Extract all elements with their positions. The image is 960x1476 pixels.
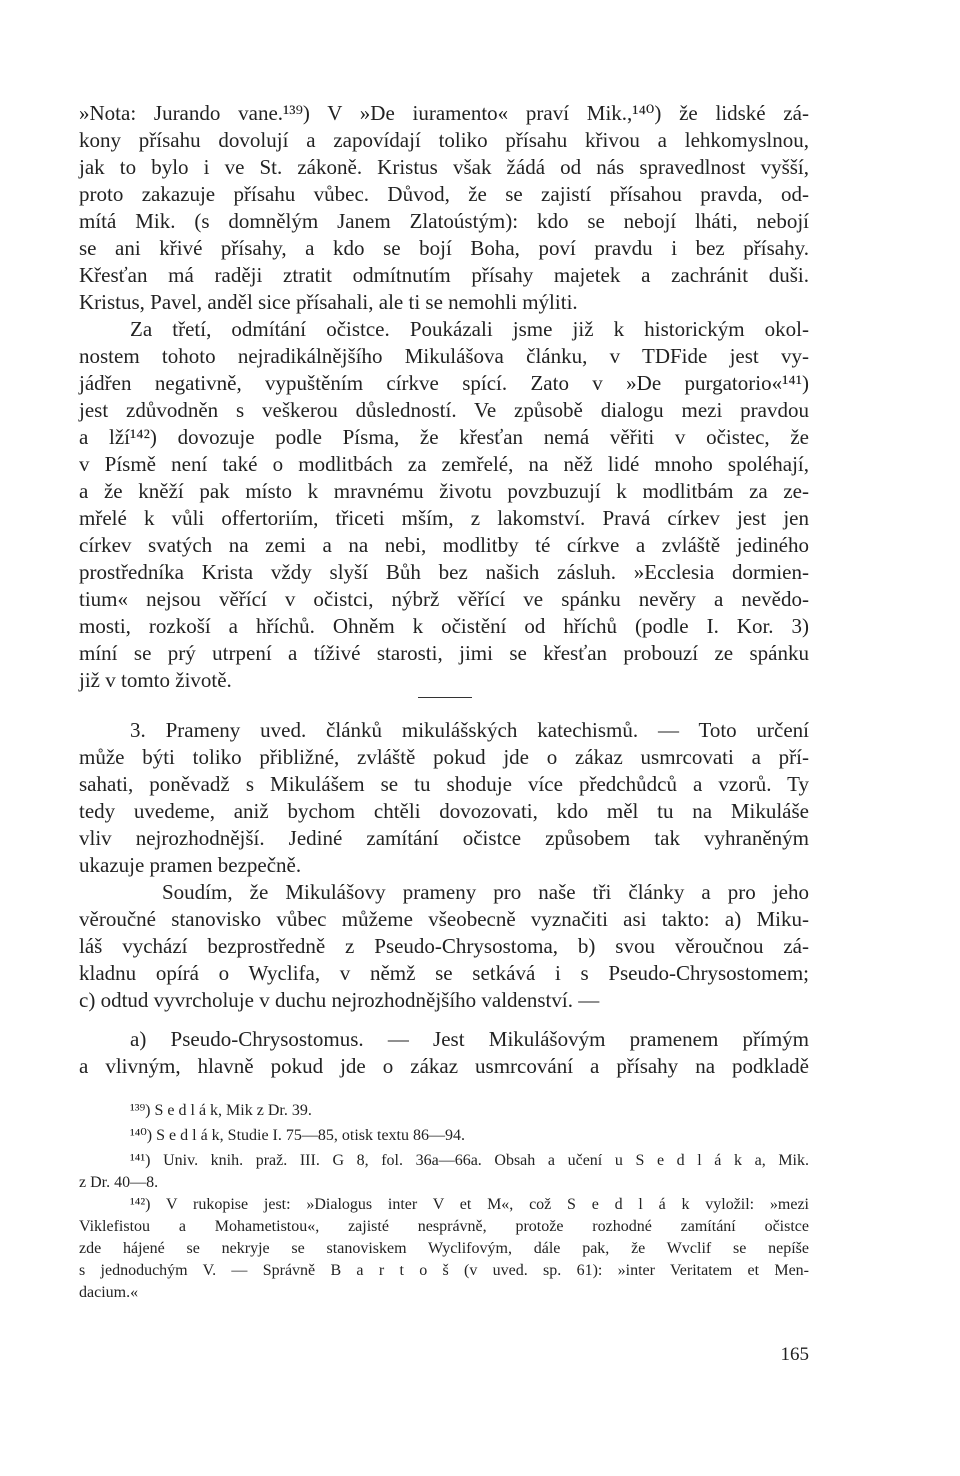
- text-line: míní se prý utrpení a tíživé starosti, jimi se křesťan probouzí ze spánku: [79, 641, 809, 665]
- footnote-line: z Dr. 40—8.: [79, 1174, 159, 1191]
- text-line: mřelé k vůli offertoriím, třiceti mším, z lakomství. Pravá církev jest jen: [79, 506, 809, 530]
- text-line: kladnu opírá o Wyclifa, v němž se setkává i s Pseudo-Chrysostomem;: [79, 961, 809, 985]
- text-line: vliv nejrozhodnější. Jediné zamítání očistce způsobem tak vyhraněným: [79, 826, 809, 850]
- text-line: v Písmě není také o modlitbách za zemřelé, na něž lidé mnoho spoléhají,: [79, 452, 809, 476]
- text-line: 3. Prameny uved. článků mikulášských katechismů. — Toto určení: [130, 718, 809, 742]
- text-line: jak to bylo i ve St. zákoně. Kristus však žádá od nás spravedlnost vyšší,: [79, 155, 809, 179]
- footnote-line: s jednoduchým V. — Správně B a r t o š (v uved. sp. 61): »inter Veritatem et Men-: [79, 1262, 809, 1279]
- text-line: a) Pseudo-Chrysostomus. — Jest Mikulášovým pramenem přímým: [130, 1027, 809, 1051]
- text-line: jádřen negativně, vypuštěním církve spící. Zato v »De purgatorio«¹⁴¹): [79, 371, 809, 395]
- text-line: může býti toliko přibližné, zvláště pokud jde o zákaz usmrcovati a pří-: [79, 745, 809, 769]
- text-line: c) odtud vyvrcholuje v duchu nejrozhodnějšího valdenství. —: [79, 988, 600, 1012]
- footnote-line: ¹³⁹) S e d l á k, Mik z Dr. 39.: [130, 1102, 312, 1119]
- section-divider: [418, 697, 472, 698]
- text-line: láš vychází bezprostředně z Pseudo-Chrysostoma, b) svou věroučnou zá-: [79, 934, 809, 958]
- text-line: kony přísahu dovolují a zapovídají toliko přísahu křivou a lehkomyslnou,: [79, 128, 809, 152]
- text-line: mítá Mik. (s domnělým Janem Zlatoústým): kdo se nebojí lháti, nebojí: [79, 209, 809, 233]
- text-line: a že kněží pak místo k mravnému životu povzbuzují k modlitbám za ze-: [79, 479, 809, 503]
- text-line: tium« nejsou věřící v očistci, nýbrž věřící ve spánku nevěry a nevědo-: [79, 587, 809, 611]
- text-line: Soudím, že Mikulášovy prameny pro naše tři články a pro jeho: [162, 880, 809, 904]
- text-line: a vlivným, hlavně pokud jde o zákaz usmrcování a přísahy na podkladě: [79, 1054, 809, 1078]
- text-line: Za třetí, odmítání očistce. Poukázali jsme již k historickým okol-: [130, 317, 809, 341]
- text-line: Křesťan má raději ztratit odmítnutím přísahy majetek a zachránit duši.: [79, 263, 809, 287]
- text-line: ukazuje pramen bezpečně.: [79, 853, 302, 877]
- text-line: »Nota: Jurando vane.¹³⁹) V »De iuramento« praví Mik.,¹⁴⁰) že lidské zá-: [79, 101, 809, 125]
- text-line: jest zdůvodněn s veškerou důsledností. Ve způsobě dialogu mezi pravdou: [79, 398, 809, 422]
- text-line: již v tomto životě.: [79, 668, 232, 692]
- text-line: věroučné stanovisko vůbec můžeme všeobecně vyznačiti asi takto: a) Miku-: [79, 907, 809, 931]
- page-number: 165: [780, 1344, 809, 1365]
- footnote-line: ¹⁴²) V rukopise jest: »Dialogus inter V et M«, což S e d l á k vyložil: »mezi: [130, 1196, 809, 1213]
- text-line: sahati, poněvadž s Mikulášem se tu shoduje více předchůdců a vzorů. Ty: [79, 772, 809, 796]
- text-line: církev svatých na zemi a na nebi, modlitby té církve a zvláště jediného: [79, 533, 809, 557]
- text-line: Kristus, Pavel, anděl sice přísahali, ale ti se nemohli mýliti.: [79, 290, 578, 314]
- footnote-line: Viklefistou a Mohametistou«, zajisté nesprávně, protože rozhodné zamítání očistce: [79, 1218, 809, 1235]
- text-line: a lží¹⁴²) dovozuje podle Písma, že křesťan nemá věřiti v očistec, že: [79, 425, 809, 449]
- text-line: mosti, rozkoší a hříchů. Ohněm k očistění od hříchů (podle I. Kor. 3): [79, 614, 809, 638]
- footnote-line: dacium.«: [79, 1284, 139, 1301]
- text-line: proto zakazuje přísahu vůbec. Důvod, že se zajistí přísahou pravda, od-: [79, 182, 809, 206]
- footnote-line: ¹⁴⁰) S e d l á k, Studie I. 75—85, otisk textu 86—94.: [130, 1127, 465, 1144]
- text-line: nostem tohoto nejradikálnějšího Mikulášova článku, v TDFide jest vy-: [79, 344, 809, 368]
- footnote-line: zde hájené se nekryje se stanoviskem Wyclifovým, dále pak, že Wvclif se nepíše: [79, 1240, 809, 1257]
- footnote-line: ¹⁴¹) Univ. knih. praž. III. G 8, fol. 36a—66a. Obsah a učení u S e d l á k a, Mik.: [130, 1152, 809, 1169]
- text-line: prostředníka Krista vždy slyší Bůh bez našich zásluh. »Ecclesia dormien-: [79, 560, 809, 584]
- text-line: tedy uvedeme, aniž bychom chtěli dovozovati, kdo měl tu na Mikuláše: [79, 799, 809, 823]
- text-line: se ani křivé přísahy, a kdo se bojí Boha, poví pravdu i bez přísahy.: [79, 236, 809, 260]
